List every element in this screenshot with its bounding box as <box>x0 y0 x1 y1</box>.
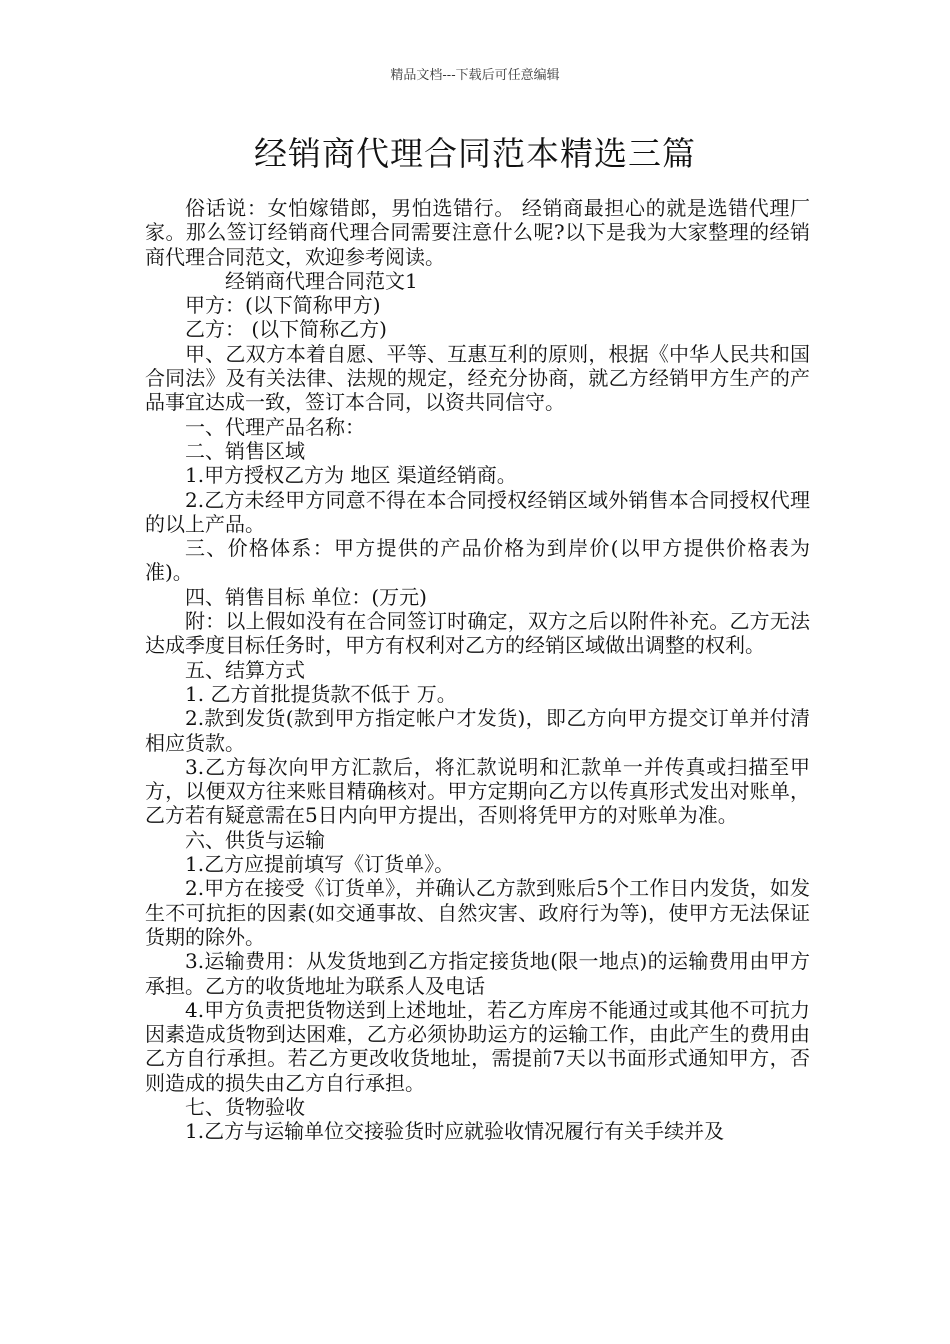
paragraph: 俗话说：女怕嫁错郎，男怕选错行。 经销商最担心的就是选错代理厂家。那么签订经销商代理合同需要注意什么呢?以下是我为大家整理的经销商代理合同范文，欢迎参考阅读。 <box>145 196 810 269</box>
paragraph: 乙方： (以下简称乙方) <box>185 317 387 342</box>
paragraph: 2.款到发货(款到甲方指定帐户才发货)，即乙方向甲方提交订单并付清相应货款。 <box>145 706 810 755</box>
paragraph: 七、货物验收 <box>185 1094 305 1119</box>
paragraph: 甲方：(以下简称甲方) <box>185 293 381 318</box>
paragraph: 1.甲方授权乙方为 地区 渠道经销商。 <box>185 463 517 488</box>
paragraph: 一、代理产品名称： <box>185 414 365 439</box>
paragraph: 三、价格体系：甲方提供的产品价格为到岸价(以甲方提供价格表为准)。 <box>145 536 810 585</box>
section-heading: 经销商代理合同范文1 <box>225 268 418 293</box>
page-header: 精品文档---下载后可任意编辑 <box>390 68 560 83</box>
paragraph: 2.乙方未经甲方同意不得在本合同授权经销区域外销售本合同授权代理的以上产品。 <box>145 487 810 536</box>
paragraph: 1.乙方应提前填写《订货单》。 <box>185 852 455 877</box>
paragraph: 六、供货与运输 <box>185 827 325 852</box>
paragraph: 1. 乙方首批提货款不低于 万。 <box>185 681 457 706</box>
paragraph: 四、销售目标 单位：(万元) <box>185 584 427 609</box>
paragraph: 4.甲方负责把货物送到上述地址，若乙方库房不能通过或其他不可抗力因素造成货物到达困难，乙方必须协助运方的运输工作，由此产生的费用由乙方自行承担。若乙方更改收货地址，需提前7天以书面形式通知甲方，否则造成的损失由乙方自行承担。 <box>145 997 810 1095</box>
paragraph: 附：以上假如没有在合同签订时确定，双方之后以附件补充。乙方无法达成季度目标任务时，甲方有权利对乙方的经销区域做出调整的权利。 <box>145 609 810 658</box>
paragraph: 2.甲方在接受《订货单》，并确认乙方款到账后5个工作日内发货，如发生不可抗拒的因素(如交通事故、自然灾害、政府行为等)，使甲方无法保证货期的除外。 <box>145 876 810 949</box>
paragraph: 1.乙方与运输单位交接验货时应就验收情况履行有关手续并及 <box>185 1119 725 1144</box>
paragraph: 二、销售区域 <box>185 438 305 463</box>
paragraph: 五、结算方式 <box>185 657 305 682</box>
document-body <box>145 196 810 1144</box>
paragraph: 3.运输费用：从发货地到乙方指定接货地(限一地点)的运输费用由甲方承担。乙方的收货地址为联系人及电话 <box>145 949 810 998</box>
paragraph: 3.乙方每次向甲方汇款后，将汇款说明和汇款单一并传真或扫描至甲方，以便双方往来账目精确核对。甲方定期向乙方以传真形式发出对账单，乙方若有疑意需在5日内向甲方提出，否则将凭甲方的对账单为准。 <box>145 754 810 828</box>
paragraph: 甲、乙双方本着自愿、平等、互惠互利的原则，根据《中华人民共和国合同法》及有关法律、法规的规定，经充分协商，就乙方经销甲方生产的产品事宜达成一致，签订本合同，以资共同信守。 <box>145 341 810 415</box>
document-title: 经销商代理合同范本精选三篇 <box>254 134 696 173</box>
